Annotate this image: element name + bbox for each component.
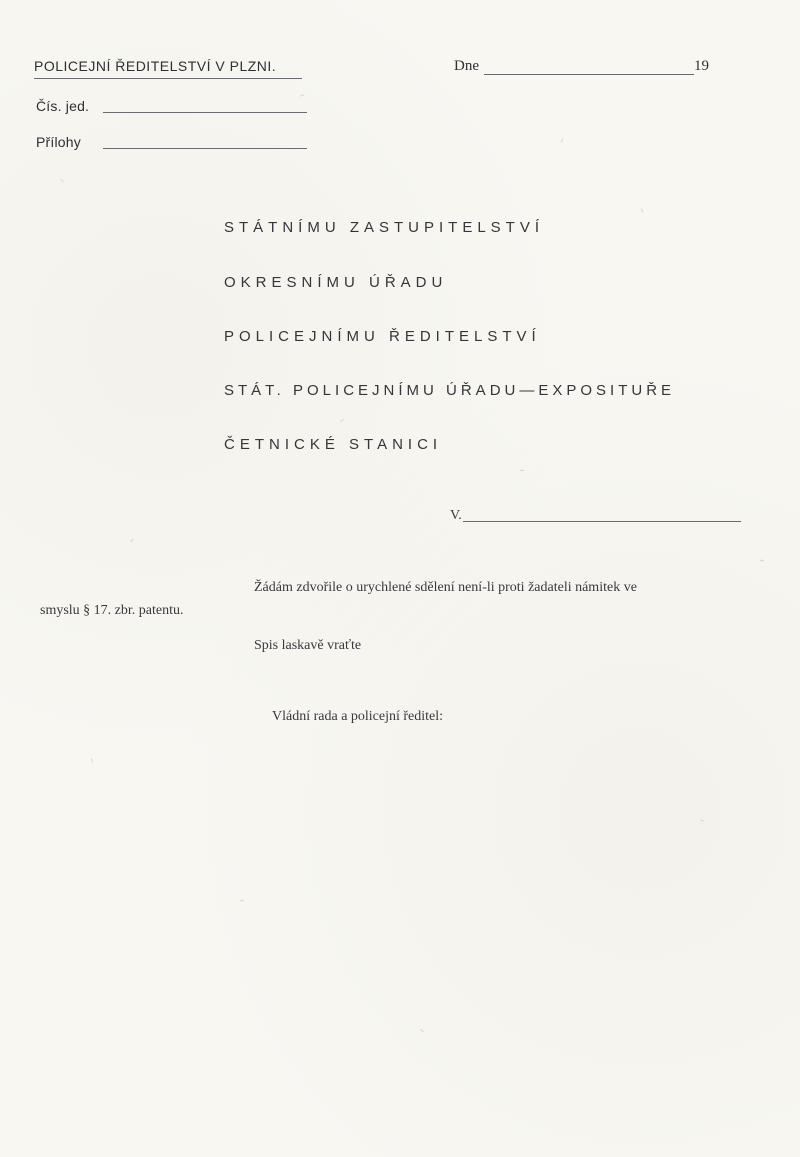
- year-suffix: 19: [694, 58, 709, 74]
- office-underline: [34, 78, 302, 79]
- attachments-field-line[interactable]: [103, 148, 307, 149]
- paper-fleck: [340, 419, 344, 422]
- return-note: Spis laskavě vraťte: [254, 638, 362, 653]
- addressee-state-attorney: STÁTNÍMU ZASTUPITELSTVÍ: [224, 219, 545, 236]
- addressee-police-directorate: POLICEJNÍMU ŘEDITELSTVÍ: [224, 328, 541, 345]
- addressee-state-police-branch: STÁT. POLICEJNÍMU ÚŘADU—EXPOSITUŘE: [224, 382, 676, 399]
- date-field-line[interactable]: [484, 74, 694, 75]
- reference-field-line[interactable]: [103, 112, 307, 113]
- paper-fleck: [300, 94, 304, 96]
- signature-line: Vládní rada a policejní ředitel:: [272, 709, 444, 724]
- paper-fleck: [760, 559, 764, 561]
- addressee-gendarmerie-station: ČETNICKÉ STANICI: [224, 436, 443, 453]
- attachments-label: Přílohy: [36, 134, 81, 150]
- paper-fleck: [641, 209, 644, 213]
- place-label: V.: [450, 508, 462, 523]
- request-text-line1: Žádám zdvořile o urychlené sdělení není-li proti žadateli námitek ve: [254, 580, 637, 595]
- paper-fleck: [561, 139, 564, 143]
- reference-label: Čís. jed.: [36, 98, 90, 114]
- paper-fleck: [130, 539, 134, 543]
- addressee-district-office: OKRESNÍMU ÚŘADU: [224, 274, 448, 291]
- office-name: POLICEJNÍ ŘEDITELSTVÍ V PLZNI.: [34, 58, 277, 74]
- paper-fleck: [420, 1029, 424, 1032]
- paper-fleck: [700, 819, 704, 822]
- paper-fleck: [60, 179, 64, 182]
- place-field-line[interactable]: [463, 521, 741, 522]
- request-text-line2: smyslu § 17. zbr. patentu.: [40, 603, 184, 618]
- paper-fleck: [240, 899, 244, 901]
- date-label: Dne: [454, 58, 479, 74]
- paper-fleck: [520, 470, 524, 472]
- paper-fleck: [91, 758, 93, 762]
